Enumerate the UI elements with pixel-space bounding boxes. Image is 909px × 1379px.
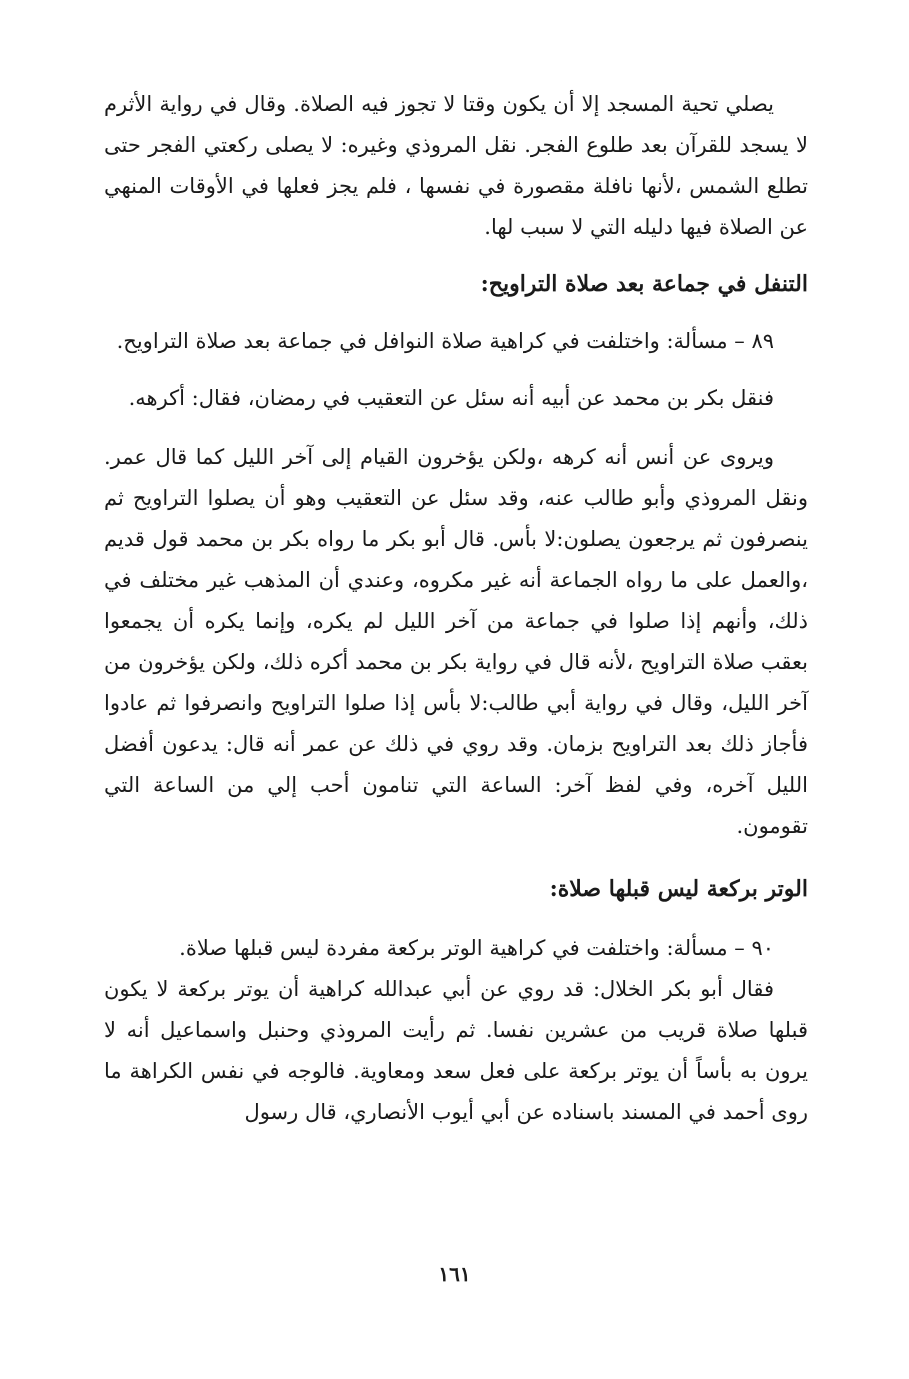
page-number: ١٦١ xyxy=(438,1262,471,1286)
paragraph-anas-report: ويروى عن أنس أنه كرهه ،ولكن يؤخرون القيام إلى آخر الليل كما قال عمر. ونقل المروذي وأبو طالب عنه، وقد سئل عن التعقيب وهو أن يصلوا التراويح ثم ينصرفون ثم يرجعون يصلون:لا بأس. قال أبو بكر ما رواه بكر بن محمد قول قديم ،والعمل على ما رواه الجماعة أنه غير مكروه، وعندي أن المذهب غير مختلف في ذلك، وأنهم إذا صلوا في جماعة من آخر الليل لم يكره، وإنما يكره أن يجمعوا بعقب صلاة التراويح ،لأنه قال في رواية بكر بن محمد أكره ذلك، ولكن يؤخرون من آخر الليل، وقال في رواية أبي طالب:لا بأس إذا صلوا التراويح وانصرفوا ثم عادوا فأجاز ذلك بعد التراويح بزمان. وقد روي في ذلك عن عمر أنه قال: يدعون أفضل الليل آخره، وفي لفظ آخر: الساعة التي تنامون أحب إلي من الساعة التي تقومون. xyxy=(104,445,808,838)
section-heading-witr: الوتر بركعة ليس قبلها صلاة: xyxy=(549,876,808,902)
paragraph-khallal-report: فقال أبو بكر الخلال: قد روي عن أبي عبدالله كراهية أن يوتر بركعة لا يكون قبلها صلاة قريب من عشرين نفسا. ثم رأيت المروذي وحنبل واسماعيل أنه لا يرون به بأساً أن يوتر بركعة على فعل سعد ومعاوية. فالوجه في نفس الكراهة ما روى أحمد في المسند باسناده عن أبي أيوب الأنصاري، قال رسول xyxy=(104,977,808,1124)
paragraph-issue-90: ٩٠ – مسألة: واختلفت في كراهية الوتر بركعة مفردة ليس قبلها صلاة. xyxy=(179,936,774,960)
section-heading-tanaffal: التنفل في جماعة بعد صلاة التراويح: xyxy=(480,271,808,297)
paragraph-issue-89: ٨٩ – مسألة: واختلفت في كراهية صلاة النوافل في جماعة بعد صلاة التراويح. xyxy=(116,329,774,353)
paragraph-bakr-report: فنقل بكر بن محمد عن أبيه أنه سئل عن التعقيب في رمضان، فقال: أكرهه. xyxy=(128,386,774,410)
paragraph-intro: يصلي تحية المسجد إلا أن يكون وقتا لا تجوز فيه الصلاة. وقال في رواية الأثرم لا يسجد للقرآن بعد طلوع الفجر. نقل المروذي وغيره: لا يصلى ركعتي الفجر حتى تطلع الشمس ،لأنها نافلة مقصورة في نفسها ، فلم يجز فعلها في الأوقات المنهي عن الصلاة فيها دليله التي لا سبب لها. xyxy=(104,92,808,239)
page-body xyxy=(104,84,808,1133)
